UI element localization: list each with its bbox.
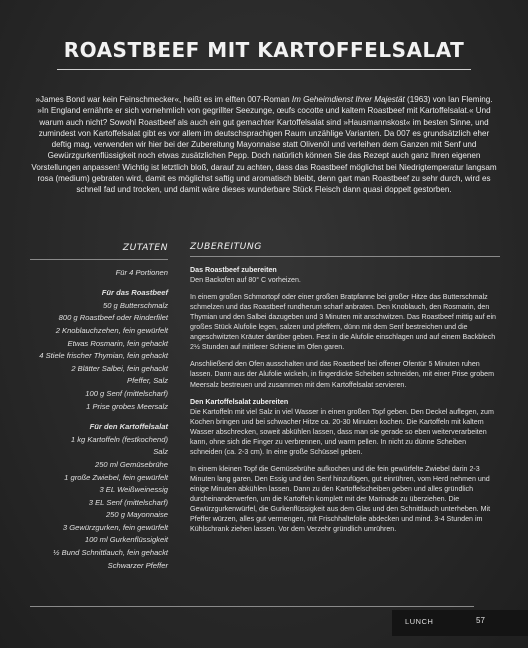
ingredient-list-salad bbox=[30, 434, 168, 573]
ingredient-list-roastbeef bbox=[30, 300, 168, 413]
step-text: In einem kleinen Topf die Gemüsebrühe aufkochen und die fein gewürfelte Zwiebel darin 2-3 Minuten lang garen. Den Essig und den Senf hinzufügen, gut einrühren, vom Herd nehmen und einige Minuten abkühlen lassen. Dann zu den Kartoffelscheiben geben und alles gründlich durcheinanderwerfen, um die Kartoffeln komplett mit der Marinade zu überziehen. Die Gewürzgurkenwürfel, die Gurkenflüssigkeit aus dem Glas und den Schnittlauch unterheben. Mit Pfeffer würzen, alles gut vermengen, mit Frischhaltefolie abdecken und mind. 3-4 Stunden im Kühlschrank ziehen lassen. Vor dem Verzehr gründlich umrühren. bbox=[190, 464, 491, 534]
ingredient-item: 100 ml Gurkenflüssigkeit bbox=[84, 535, 168, 545]
ingredient-item: 3 Gewürzgurken, fein gewürfelt bbox=[62, 522, 168, 532]
ingredients-column bbox=[30, 242, 168, 572]
step-title-roastbeef: Das Roastbeef zubereiten bbox=[190, 266, 277, 275]
book-title: Im Geheimdienst Ihrer Majestät bbox=[291, 95, 405, 104]
portion-count: Für 4 Portionen bbox=[115, 267, 168, 277]
intro-text bbox=[30, 94, 498, 196]
section-label: LUNCH bbox=[405, 617, 434, 626]
footer-divider bbox=[30, 606, 474, 607]
ingredient-item: 1 Prise grobes Meersalz bbox=[86, 401, 168, 411]
ingredient-item: Pfeffer, Salz bbox=[127, 376, 168, 386]
title-divider bbox=[57, 69, 471, 70]
ingredient-item: 250 ml Gemüsebrühe bbox=[94, 459, 168, 469]
ingredient-item: 4 Stiele frischer Thymian, fein gehackt bbox=[39, 351, 168, 361]
ingredient-item: 800 g Roastbeef oder Rinderfilet bbox=[58, 313, 168, 323]
ingredient-group-title-salad: Für den Kartoffelsalat bbox=[89, 422, 168, 432]
ingredient-item: Etwas Rosmarin, fein gehackt bbox=[67, 338, 168, 348]
step-text: Anschließend den Ofen ausschalten und das Roastbeef bei offener Ofentür 5 Minuten ruhen lassen. Dann aus der Alufolie wickeln, in fingerdicke Scheiben schneiden, mit einer Prise grobem Meersalz bestreuen und zusammen mit dem Kartoffelsalat servieren. bbox=[190, 360, 495, 389]
ingredient-item: Schwarzer Pfeffer bbox=[107, 560, 168, 570]
ingredient-item: 1 kg Kartoffeln (festkochend) bbox=[70, 434, 168, 444]
ingredient-item: 250 g Mayonnaise bbox=[105, 510, 168, 520]
ingredient-item: ½ Bund Schnittlauch, fein gehackt bbox=[53, 548, 168, 558]
ingredients-heading: ZUTATEN bbox=[30, 242, 168, 260]
step-text: Den Backofen auf 80° C vorheizen. bbox=[190, 276, 301, 285]
ingredient-item: 3 EL Weißweinessig bbox=[99, 485, 168, 495]
step-text: Die Kartoffeln mit viel Salz in viel Wasser in einen großen Topf geben. Den Deckel auflegen, zum Kochen bringen und bei schwacher Hitze ca. 20-30 Minuten kochen. Die Kartoffeln mit kaltem Wasser abschrecken, soweit abkühlen lassen, dass man sie gerade so eben weiterverarbeiten kann, ohne sich die Finger zu verbrennen, und warm pellen. In nicht zu dünne Scheiben schneiden (ca. 2-3 cm). In eine große Schüssel geben. bbox=[190, 407, 494, 456]
ingredient-group-title-roastbeef: Für das Roastbeef bbox=[101, 288, 168, 298]
ingredient-item: 1 große Zwiebel, fein gewürfelt bbox=[64, 472, 168, 482]
ingredient-item: 2 Blätter Salbei, fein gehackt bbox=[71, 363, 168, 373]
ingredient-item: Salz bbox=[153, 447, 168, 457]
intro-part-1: »James Bond war kein Feinschmecker«, heißt es im elften 007-Roman bbox=[35, 95, 292, 104]
ingredient-item: 50 g Butterschmalz bbox=[103, 300, 168, 310]
ingredient-item: 2 Knoblauchzehen, fein gewürfelt bbox=[55, 325, 168, 335]
preparation-column bbox=[190, 242, 500, 541]
preparation-heading: ZUBEREITUNG bbox=[190, 242, 500, 257]
page-title: ROASTBEEF MIT KARTOFFELSALAT bbox=[63, 38, 465, 62]
intro-part-2: (1963) von Ian Fleming. »In England ernährte er sich vornehmlich von gegrillter Seezunge, œufs cocotte und kaltem Roastbeef mit Kartoffelsalat.« Und warum auch nicht? Sowohl Roastbeef als auch ein gut gemachter Kartoffelsalat sind »Hausmannskost« im besten Sinne, und zumindest von Kartoffelsalat gibt es vor allem im deutschsprachigen Raum unzählige Varianten. Da 007 es grundsätzlich eher deftig mag, verwenden wir hier bei der Zubereitung Mayonnaise statt Olivenöl und verleihen dem Ganzen mit Senf und Gewürzgurkenflüssigkeit noch etwas zusätzlichen Pepp. Doch natürlich können Sie das Rezept auch ganz Ihren eigenen Vorstellungen anpassen! Wichtig ist letztlich bloß, darauf zu achten, dass das Roastbeef möglichst bei Niedrigtemperatur langsam rosa (medium) gebraten wird, damit es möglichst saftig und aromatisch bleibt, denn gart man Roastbeef zu sehr durch, wird es schnell fad und trocken, und damit wäre dieses wunderbare Stück Fleisch dann quasi doppelt gestorben. bbox=[31, 95, 497, 195]
ingredient-item: 3 EL Senf (mittelscharf) bbox=[88, 497, 168, 507]
ingredient-item: 100 g Senf (mittelscharf) bbox=[85, 388, 168, 398]
step-title-salad: Den Kartoffelsalat zubereiten bbox=[190, 397, 289, 406]
step-text: In einem großen Schmortopf oder einer großen Bratpfanne bei großer Hitze das Butterschmalz schmelzen und das Roastbeef rundherum scharf anbraten. Den Knoblauch, den Rosmarin, den Thymian und den Salbei dazugeben und 3 Minuten mit anschwitzen. Das Roastbeef mittig auf ein großes Stück Alufolie legen, salzen und pfeffern, dünn mit dem Senf bestreichen und die angeschwitzten Kräuter darüber geben. Fest in die Alufolie einschlagen und auf einem Backblech 2½ Stunden auf mittlerer Schiene im Ofen garen. bbox=[190, 293, 497, 352]
page-number: 57 bbox=[476, 616, 485, 625]
